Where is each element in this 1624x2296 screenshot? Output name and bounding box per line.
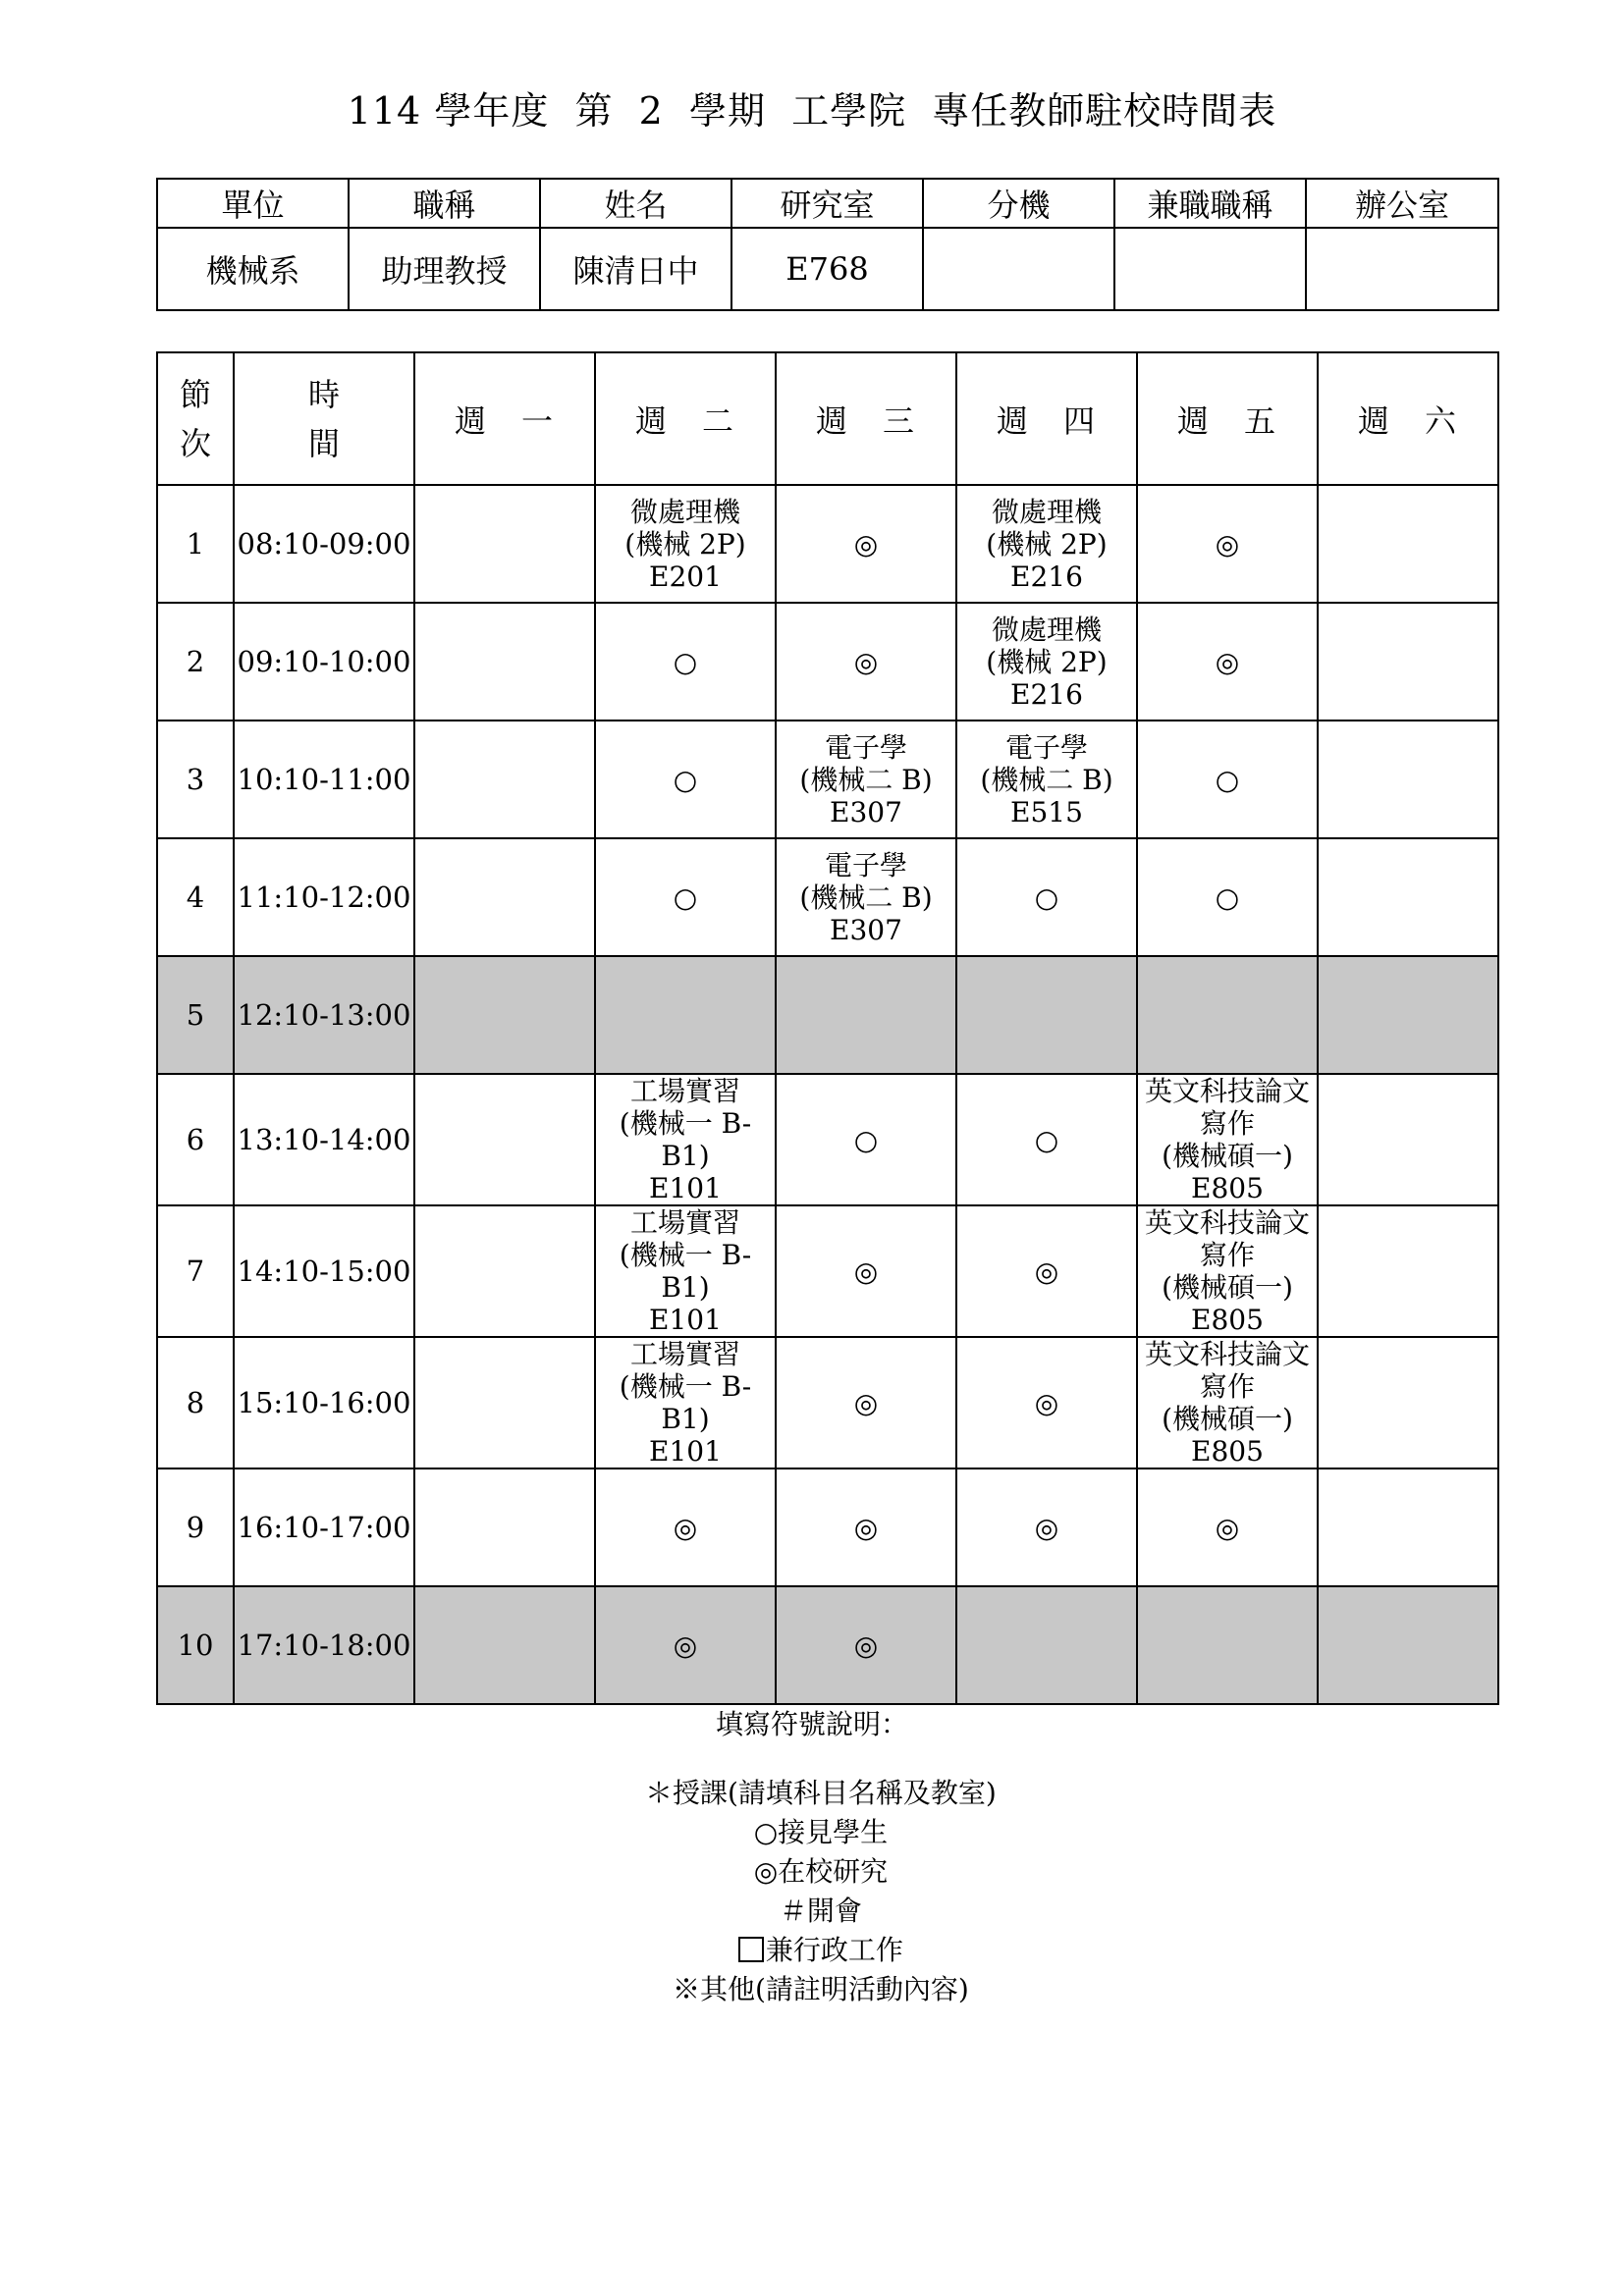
header-time: 時 間	[234, 352, 414, 485]
schedule-cell	[414, 838, 595, 956]
schedule-cell	[1318, 1205, 1498, 1337]
legend-meeting: ＃開會	[779, 1895, 862, 1927]
legend	[0, 1739, 1624, 2007]
schedule-cell: 工場實習 (機械一 B-B1) E101	[595, 1337, 776, 1468]
schedule-cell	[1318, 956, 1498, 1074]
legend-title: 填寫符號說明：	[715, 1708, 908, 1740]
value-name: 陳清日中	[540, 228, 731, 310]
period-time: 16:10-17:00	[234, 1468, 414, 1586]
schedule-cell	[595, 956, 776, 1074]
schedule-cell	[414, 956, 595, 1074]
schedule-cell	[414, 1468, 595, 1586]
schedule-cell	[956, 1586, 1137, 1704]
period-number: 6	[157, 1074, 234, 1205]
schedule-cell	[414, 603, 595, 721]
value-office	[1306, 228, 1498, 310]
schedule-cell	[414, 485, 595, 603]
period-number: 4	[157, 838, 234, 956]
schedule-cell: ○	[956, 838, 1137, 956]
header-day: 週 一	[414, 352, 595, 485]
schedule-cell: ◎	[776, 1468, 956, 1586]
header-office: 辦公室	[1306, 179, 1498, 228]
schedule-row	[157, 1468, 1498, 1586]
schedule-cell	[1318, 1468, 1498, 1586]
schedule-row	[157, 956, 1498, 1074]
header-day: 週 二	[595, 352, 776, 485]
schedule-cell: ◎	[595, 1586, 776, 1704]
schedule-row	[157, 603, 1498, 721]
period-number: 9	[157, 1468, 234, 1586]
header-title: 職稱	[349, 179, 540, 228]
checkbox-square-icon	[738, 1937, 764, 1962]
period-number: 5	[157, 956, 234, 1074]
schedule-cell	[414, 1337, 595, 1468]
schedule-cell: 英文科技論文 寫作 (機械碩一) E805	[1137, 1074, 1318, 1205]
schedule-cell	[776, 956, 956, 1074]
schedule-cell: ○	[595, 838, 776, 956]
schedule-cell	[414, 721, 595, 838]
schedule-row	[157, 721, 1498, 838]
period-time: 14:10-15:00	[234, 1205, 414, 1337]
legend-admin-work	[738, 1934, 903, 1966]
schedule-cell: 工場實習 (機械一 B-B1) E101	[595, 1074, 776, 1205]
schedule-cell	[414, 1586, 595, 1704]
period-time: 11:10-12:00	[234, 838, 414, 956]
header-day: 週 三	[776, 352, 956, 485]
period-time: 17:10-18:00	[234, 1586, 414, 1704]
schedule-cell: ○	[1137, 721, 1318, 838]
schedule-cell	[1318, 1586, 1498, 1704]
schedule-cell: 電子學 (機械二 B) E515	[956, 721, 1137, 838]
schedule-cell: ◎	[776, 1586, 956, 1704]
schedule-cell: ◎	[776, 603, 956, 721]
schedule-cell	[956, 956, 1137, 1074]
schedule-cell: ◎	[956, 1205, 1137, 1337]
schedule-cell	[1137, 956, 1318, 1074]
schedule-row	[157, 1337, 1498, 1468]
legend-other: ※其他(請註明活動內容)	[672, 1973, 969, 2005]
schedule-cell	[1318, 603, 1498, 721]
schedule-cell: ◎	[1137, 603, 1318, 721]
schedule-cell	[414, 1205, 595, 1337]
period-time: 10:10-11:00	[234, 721, 414, 838]
schedule-cell: 微處理機 (機械 2P) E201	[595, 485, 776, 603]
schedule-cell: 微處理機 (機械 2P) E216	[956, 485, 1137, 603]
period-number: 8	[157, 1337, 234, 1468]
schedule-cell	[414, 1074, 595, 1205]
legend-admin-label: 兼行政工作	[765, 1934, 903, 1966]
schedule-cell: ○	[595, 603, 776, 721]
schedule-cell: 電子學 (機械二 B) E307	[776, 721, 956, 838]
schedule-row	[157, 838, 1498, 956]
schedule-cell: 英文科技論文 寫作 (機械碩一) E805	[1137, 1205, 1318, 1337]
period-time: 15:10-16:00	[234, 1337, 414, 1468]
schedule-cell: 電子學 (機械二 B) E307	[776, 838, 956, 956]
schedule-cell: ○	[776, 1074, 956, 1205]
schedule-row	[157, 1586, 1498, 1704]
schedule-body	[157, 485, 1498, 1704]
info-header-row	[157, 179, 1498, 228]
header-unit: 單位	[157, 179, 349, 228]
header-day: 週 五	[1137, 352, 1318, 485]
schedule-row	[157, 485, 1498, 603]
value-office-room: E768	[731, 228, 923, 310]
teacher-info-table	[156, 178, 1499, 311]
header-concurrent-title: 兼職職稱	[1114, 179, 1306, 228]
value-concurrent-title	[1114, 228, 1306, 310]
schedule-cell	[1318, 1074, 1498, 1205]
period-number: 3	[157, 721, 234, 838]
period-time: 13:10-14:00	[234, 1074, 414, 1205]
legend-research: ◎在校研究	[753, 1855, 889, 1888]
schedule-cell	[1318, 1337, 1498, 1468]
schedule-cell: 微處理機 (機械 2P) E216	[956, 603, 1137, 721]
period-number: 7	[157, 1205, 234, 1337]
schedule-row	[157, 1205, 1498, 1337]
header-office-room: 研究室	[731, 179, 923, 228]
schedule-cell	[1137, 1586, 1318, 1704]
period-time: 09:10-10:00	[234, 603, 414, 721]
schedule-cell	[1318, 721, 1498, 838]
legend-teaching: ＊授課(請填科目名稱及教室)	[644, 1777, 997, 1809]
schedule-cell: ○	[1137, 838, 1318, 956]
page-title: 114 學年度 第 2 學期 工學院 專任教師駐校時間表	[347, 89, 1277, 133]
schedule-header-row	[157, 352, 1498, 485]
header-extension: 分機	[923, 179, 1114, 228]
schedule-cell	[1318, 485, 1498, 603]
schedule-table	[156, 351, 1499, 1705]
header-name: 姓名	[540, 179, 731, 228]
value-extension	[923, 228, 1114, 310]
schedule-cell: 工場實習 (機械一 B-B1) E101	[595, 1205, 776, 1337]
schedule-cell: ◎	[776, 485, 956, 603]
schedule-cell: ○	[956, 1074, 1137, 1205]
period-number: 1	[157, 485, 234, 603]
header-day: 週 四	[956, 352, 1137, 485]
period-number: 2	[157, 603, 234, 721]
schedule-cell: ◎	[776, 1205, 956, 1337]
period-time: 08:10-09:00	[234, 485, 414, 603]
schedule-cell: ◎	[776, 1337, 956, 1468]
header-period: 節 次	[157, 352, 234, 485]
schedule-cell: ◎	[595, 1468, 776, 1586]
schedule-cell: ○	[595, 721, 776, 838]
info-value-row	[157, 228, 1498, 310]
schedule-cell	[1318, 838, 1498, 956]
schedule-cell: ◎	[1137, 1468, 1318, 1586]
schedule-cell: 英文科技論文 寫作 (機械碩一) E805	[1137, 1337, 1318, 1468]
header-day: 週 六	[1318, 352, 1498, 485]
schedule-cell: ◎	[956, 1468, 1137, 1586]
legend-meet-students: ○接見學生	[753, 1816, 889, 1848]
schedule-row	[157, 1074, 1498, 1205]
period-number: 10	[157, 1586, 234, 1704]
period-time: 12:10-13:00	[234, 956, 414, 1074]
schedule-cell: ◎	[956, 1337, 1137, 1468]
value-unit: 機械系	[157, 228, 349, 310]
value-title: 助理教授	[349, 228, 540, 310]
schedule-cell: ◎	[1137, 485, 1318, 603]
